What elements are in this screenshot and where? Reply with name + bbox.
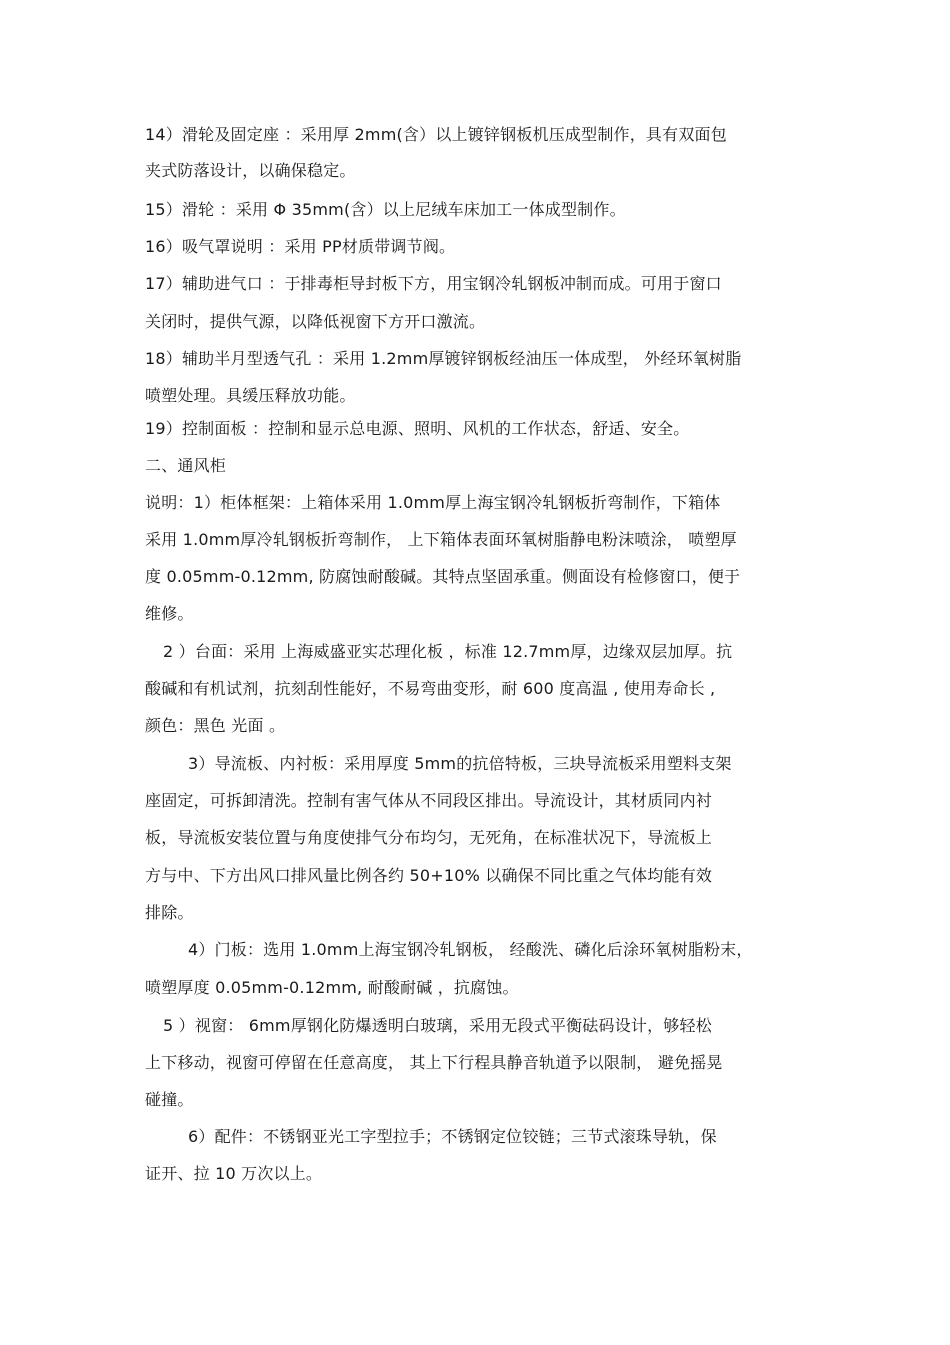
- text-line: 16）吸气罩说明 ：采用 PP材质带调节阀。: [145, 237, 456, 256]
- text-line: 关闭时，提供气源，以降低视窗下方开口激流。: [145, 312, 486, 331]
- text-line: 采用 1.0mm厚冷轧钢板折弯制作， 上下箱体表面环氧树脂静电粉沫喷涂， 喷塑厚: [145, 530, 737, 549]
- text-line: 酸碱和有机试剂，抗刻刮性能好，不易弯曲变形，耐 600 度高温 , 使用寿命长 ,: [145, 679, 716, 698]
- text-line: 5 ）视窗： 6mm厚钢化防爆透明白玻璃，采用无段式平衡砝码设计，够轻松: [163, 1016, 712, 1035]
- text-line: 证开、拉 10 万次以上。: [145, 1164, 323, 1183]
- text-line: 座固定，可拆卸清洗。控制有害气体从不同段区排出。导流设计，其材质同内衬: [145, 791, 713, 810]
- text-line: 19）控制面板 ：控制和显示总电源、照明、风机的工作状态，舒适、安全。: [145, 419, 690, 438]
- text-line: 维修。: [145, 604, 194, 623]
- text-line: 上下移动，视窗可停留在任意高度， 其上下行程具静音轨道予以限制， 避免摇晃: [145, 1053, 723, 1072]
- section-heading: 二、通风柜: [145, 456, 227, 475]
- text-line: 喷塑厚度 0.05mm-0.12mm, 耐酸耐碱 ，抗腐蚀。: [145, 978, 519, 997]
- text-line: 喷塑处理。具缓压释放功能。: [145, 386, 356, 405]
- text-line: 3）导流板、内衬板：采用厚度 5mm的抗倍特板，三块导流板采用塑料支架: [188, 754, 732, 773]
- text-line: 板，导流板安装位置与角度使排气分布均匀，无死角，在标准状况下，导流板上: [145, 828, 713, 847]
- text-line: 度 0.05mm-0.12mm, 防腐蚀耐酸碱。其特点坚固承重。侧面设有检修窗口，便于: [145, 567, 741, 586]
- text-line: 碰撞。: [145, 1090, 194, 1109]
- text-line: 颜色：黑色 光面 。: [145, 716, 286, 735]
- text-line: 夹式防落设计，以确保稳定。: [145, 161, 356, 180]
- text-line: 4）门板：选用 1.0mm上海宝钢冷轧钢板， 经酸洗、磷化后涂环氧树脂粉末，: [188, 940, 753, 959]
- text-line: 14）滑轮及固定座 ：采用厚 2mm(含）以上镀锌钢板机压成型制作，具有双面包: [145, 125, 727, 144]
- text-line: 17）辅助进气口 ：于排毒柜导封板下方，用宝钢冷轧钢板冲制而成。可用于窗口: [145, 274, 722, 293]
- text-line: 6）配件：不锈钢亚光工字型拉手；不锈钢定位铰链；三节式滚珠导轨，保: [188, 1127, 717, 1146]
- text-line: 说明：1）柜体框架：上箱体采用 1.0mm厚上海宝钢冷轧钢板折弯制作，下箱体: [145, 493, 721, 512]
- text-line: 方与中、下方出风口排风量比例各约 50+10% 以确保不同比重之气体均能有效: [145, 866, 713, 885]
- text-line: 2 ）台面：采用 上海威盛亚实芯理化板 ，标准 12.7mm厚，边缘双层加厚。抗: [163, 642, 733, 661]
- text-line: 15）滑轮 ：采用 Φ 35mm(含）以上尼绒车床加工一体成型制作。: [145, 200, 626, 219]
- text-line: 排除。: [145, 903, 194, 922]
- text-line: 18）辅助半月型透气孔 ：采用 1.2mm厚镀锌钢板经油压一体成型， 外经环氧树脂: [145, 349, 742, 368]
